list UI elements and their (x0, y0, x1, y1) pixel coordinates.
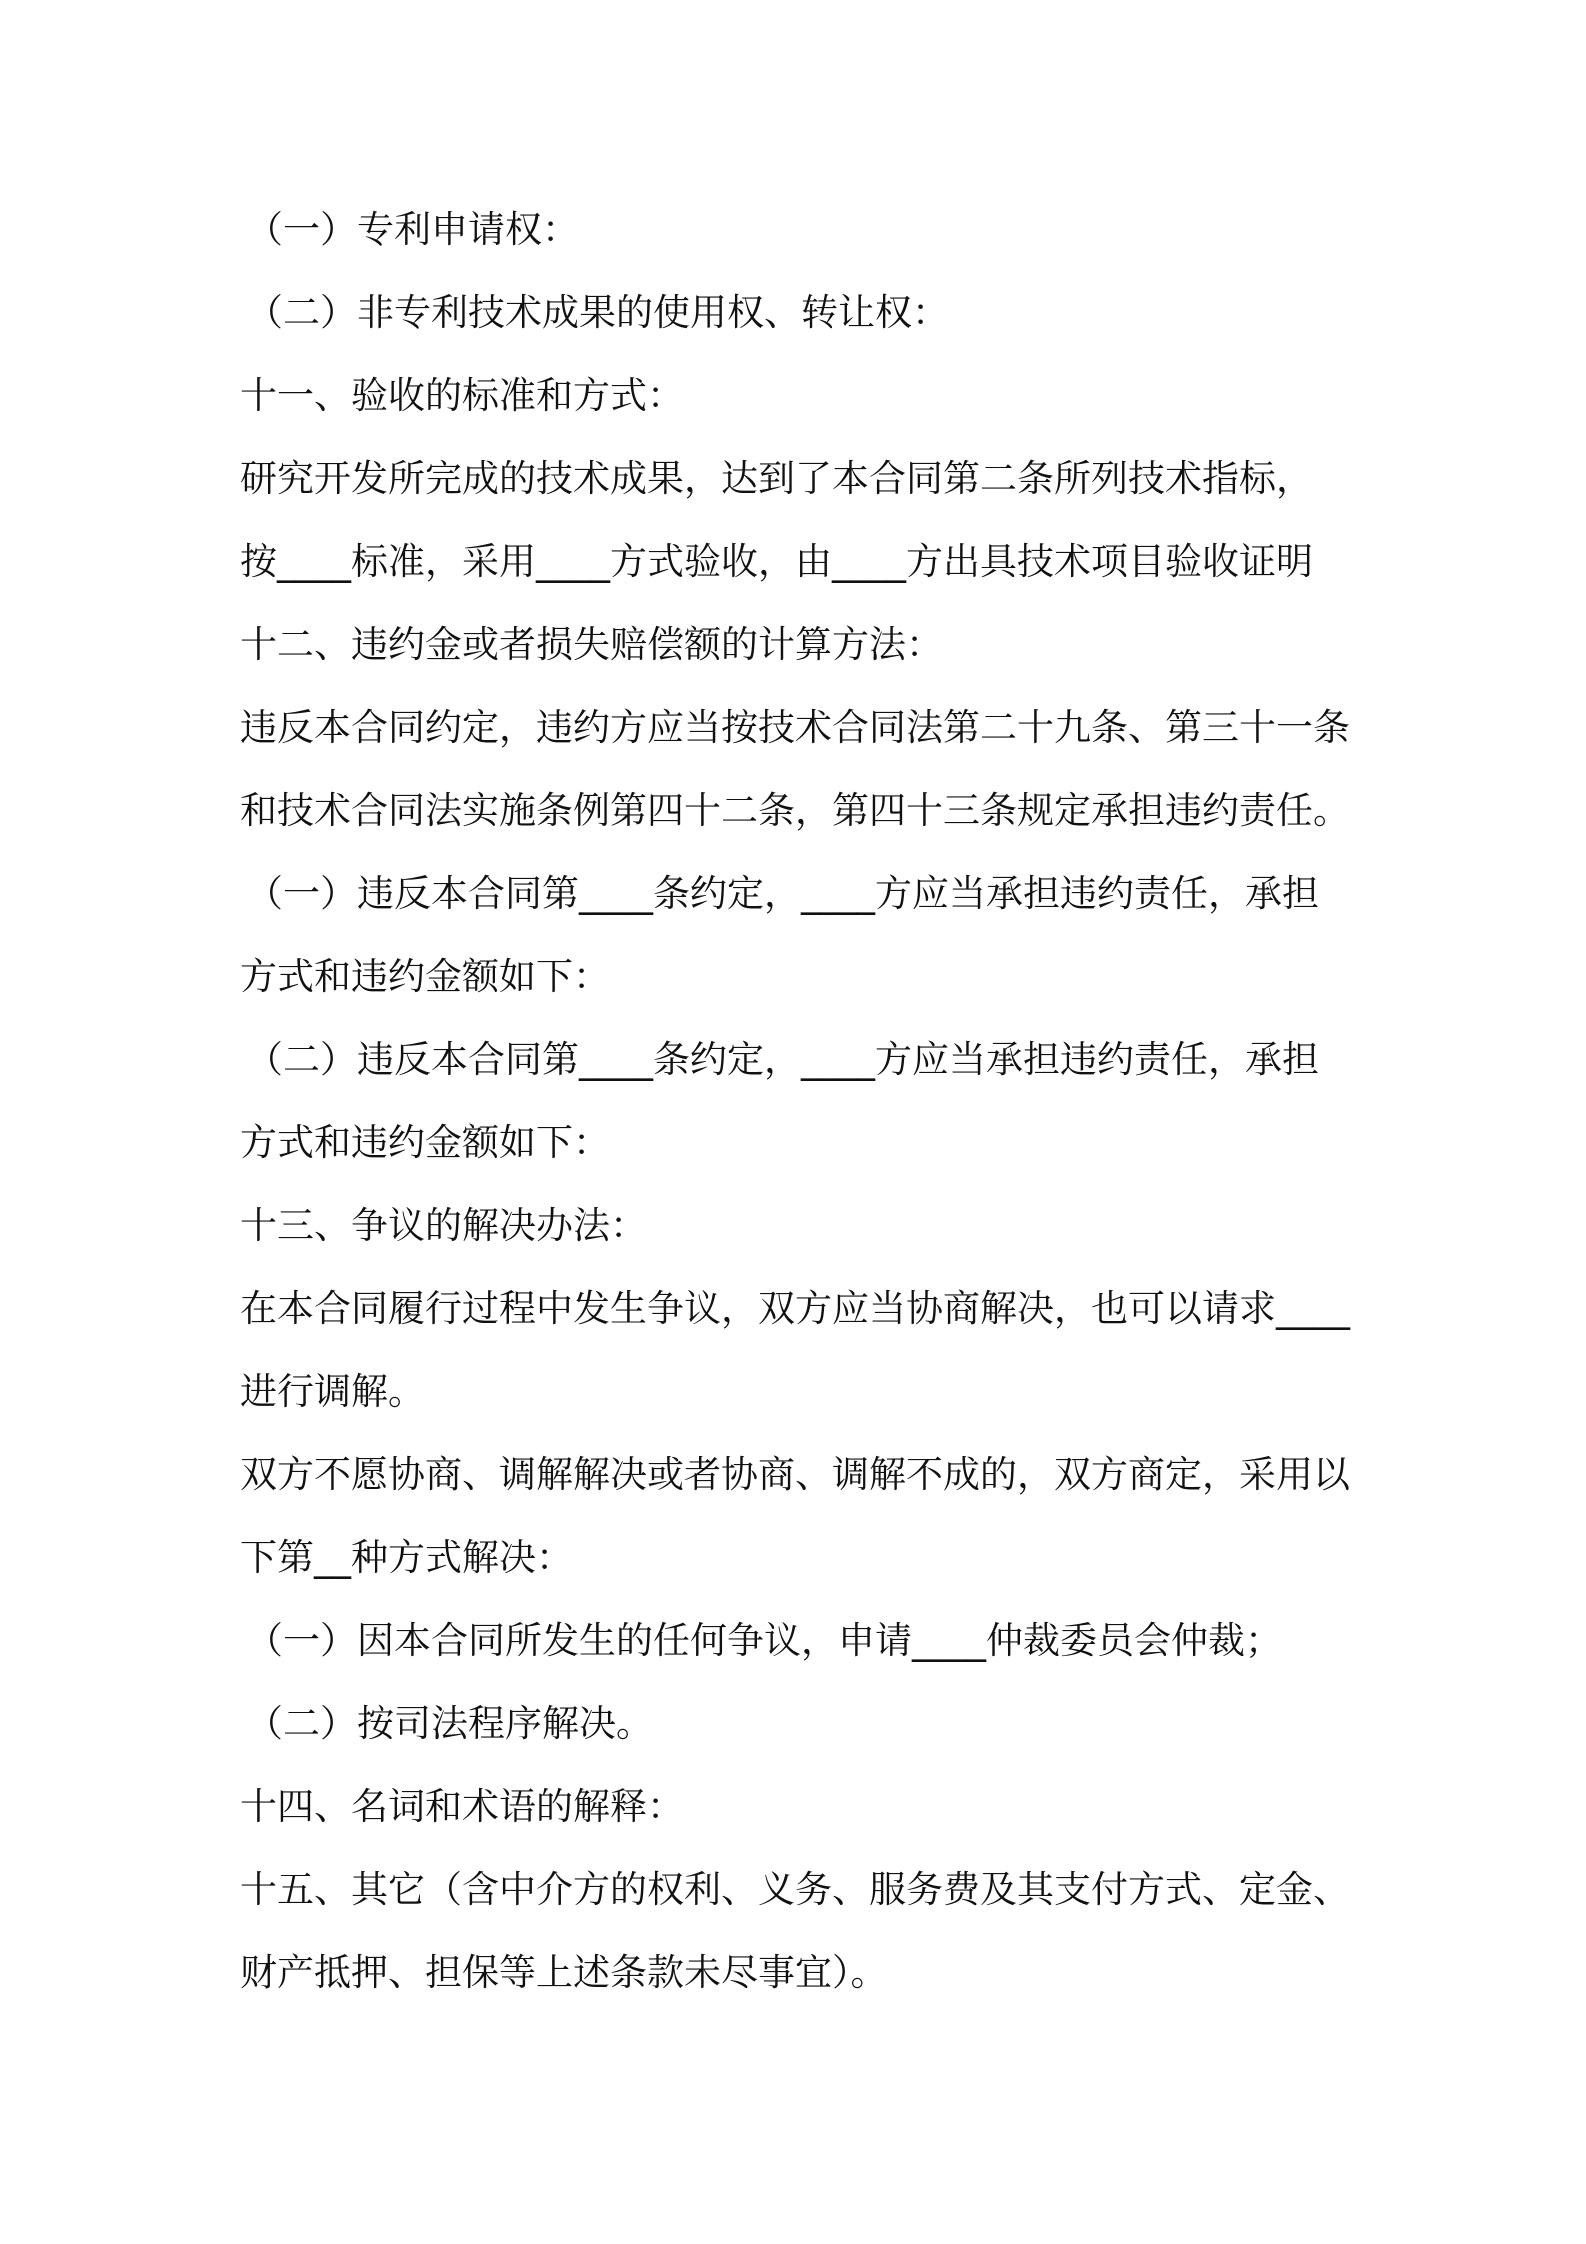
section-heading-13: 十三、争议的解决办法： (240, 1204, 647, 1247)
paragraph-line: 研究开发所完成的技术成果，达到了本合同第二条所列技术指标， (240, 457, 1313, 500)
paragraph-line: 方式和违约金额如下： (240, 1121, 610, 1164)
section-heading-14: 十四、名词和术语的解释： (240, 1785, 684, 1828)
clause-item-patent-right: （一）专利申请权： (246, 208, 579, 251)
clause-item-arbitration: （一）因本合同所发生的任何争议，申请____仲裁委员会仲裁； (246, 1619, 1282, 1662)
section-heading-11: 十一、验收的标准和方式： (240, 374, 684, 417)
paragraph-line: 在本合同履行过程中发生争议，双方应当协商解决，也可以请求____ (240, 1287, 1350, 1330)
section-heading-15: 十五、其它（含中介方的权利、义务、服务费及其支付方式、定金、 (240, 1868, 1350, 1911)
paragraph-line: 违反本合同约定，违约方应当按技术合同法第二十九条、第三十一条 (240, 706, 1350, 749)
clause-item-non-patent-right: （二）非专利技术成果的使用权、转让权： (246, 291, 949, 334)
paragraph-line: 方式和违约金额如下： (240, 955, 610, 998)
paragraph-line: 进行调解。 (240, 1370, 425, 1413)
clause-item-breach-2: （二）违反本合同第____条约定，____方应当承担违约责任，承担 (246, 1038, 1319, 1081)
paragraph-line: 财产抵押、担保等上述条款未尽事宜）。 (240, 1951, 888, 1994)
paragraph-line: 和技术合同法实施条例第四十二条，第四十三条规定承担违约责任。 (240, 789, 1350, 832)
paragraph-line: 按____标准，采用____方式验收，由____方出具技术项目验收证明 (240, 540, 1313, 583)
section-heading-12: 十二、违约金或者损失赔偿额的计算方法： (240, 623, 943, 666)
paragraph-line: 下第__种方式解决： (240, 1536, 573, 1579)
paragraph-line: 双方不愿协商、调解解决或者协商、调解不成的，双方商定，采用以 (240, 1453, 1350, 1496)
clause-item-breach-1: （一）违反本合同第____条约定，____方应当承担违约责任，承担 (246, 872, 1319, 915)
clause-item-judicial: （二）按司法程序解决。 (246, 1702, 653, 1745)
